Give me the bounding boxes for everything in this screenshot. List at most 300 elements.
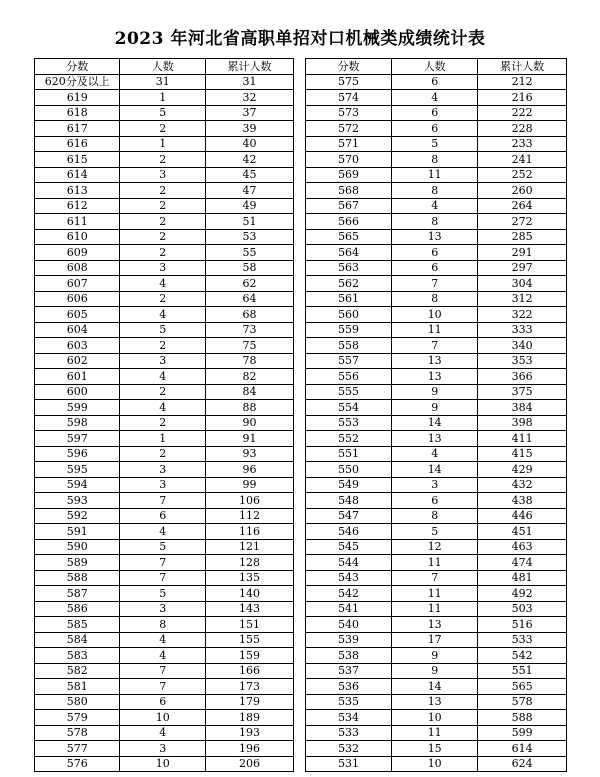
cell-cumulative: 82	[205, 369, 293, 385]
table-row	[306, 183, 567, 199]
cell-score: 604	[35, 322, 120, 338]
cell-score: 562	[306, 276, 392, 292]
table-row	[35, 400, 294, 416]
cell-score: 548	[306, 493, 392, 509]
cell-cumulative: 151	[205, 617, 293, 633]
table-row	[35, 648, 294, 664]
cell-cumulative: 429	[478, 462, 567, 478]
cell-cumulative: 432	[478, 477, 567, 493]
table-row	[35, 105, 294, 121]
cell-cumulative: 304	[478, 276, 567, 292]
cell-cumulative: 272	[478, 214, 567, 230]
cell-cumulative: 42	[205, 152, 293, 168]
cell-score: 561	[306, 291, 392, 307]
cell-count: 14	[392, 415, 478, 431]
table-row	[306, 648, 567, 664]
cell-score: 570	[306, 152, 392, 168]
cell-cumulative: 73	[205, 322, 293, 338]
cell-cumulative: 340	[478, 338, 567, 354]
cell-count: 10	[392, 710, 478, 726]
table-row	[35, 415, 294, 431]
table-row	[306, 524, 567, 540]
cell-cumulative: 166	[205, 663, 293, 679]
table-row	[35, 136, 294, 152]
cell-cumulative: 565	[478, 679, 567, 695]
cell-cumulative: 84	[205, 384, 293, 400]
cell-cumulative: 58	[205, 260, 293, 276]
cell-count: 3	[120, 462, 205, 478]
table-row	[35, 291, 294, 307]
table-row	[306, 90, 567, 106]
cell-score: 613	[35, 183, 120, 199]
table-row	[35, 307, 294, 323]
table-row	[35, 741, 294, 757]
cell-cumulative: 384	[478, 400, 567, 416]
cell-cumulative: 411	[478, 431, 567, 447]
cell-score: 569	[306, 167, 392, 183]
cell-score: 558	[306, 338, 392, 354]
table-row	[35, 555, 294, 571]
cell-count: 13	[392, 694, 478, 710]
cell-count: 2	[120, 338, 205, 354]
cell-score: 568	[306, 183, 392, 199]
cell-count: 14	[392, 679, 478, 695]
table-row	[35, 493, 294, 509]
cell-score: 542	[306, 586, 392, 602]
cell-score: 555	[306, 384, 392, 400]
cell-count: 3	[120, 353, 205, 369]
cell-cumulative: 438	[478, 493, 567, 509]
cell-cumulative: 252	[478, 167, 567, 183]
cell-score: 557	[306, 353, 392, 369]
cell-count: 7	[120, 555, 205, 571]
cell-count: 2	[120, 214, 205, 230]
cell-cumulative: 312	[478, 291, 567, 307]
cell-count: 2	[120, 152, 205, 168]
cell-cumulative: 333	[478, 322, 567, 338]
cell-count: 6	[392, 260, 478, 276]
table-row	[306, 725, 567, 741]
cell-score: 583	[35, 648, 120, 664]
cell-score: 532	[306, 741, 392, 757]
cell-cumulative: 366	[478, 369, 567, 385]
cell-score: 543	[306, 570, 392, 586]
cell-count: 6	[392, 493, 478, 509]
cell-cumulative: 51	[205, 214, 293, 230]
cell-score: 608	[35, 260, 120, 276]
cell-score: 566	[306, 214, 392, 230]
cell-score: 592	[35, 508, 120, 524]
cell-cumulative: 40	[205, 136, 293, 152]
cell-count: 9	[392, 648, 478, 664]
cell-score: 600	[35, 384, 120, 400]
cell-score: 572	[306, 121, 392, 137]
cell-count: 13	[392, 617, 478, 633]
cell-count: 9	[392, 663, 478, 679]
cell-score: 554	[306, 400, 392, 416]
cell-score: 618	[35, 105, 120, 121]
table-row	[306, 121, 567, 137]
table-header-row	[306, 59, 567, 75]
cell-cumulative: 578	[478, 694, 567, 710]
table-row	[35, 90, 294, 106]
table-row	[35, 586, 294, 602]
table-row	[306, 741, 567, 757]
cell-count: 11	[392, 601, 478, 617]
cell-score: 606	[35, 291, 120, 307]
table-row	[306, 167, 567, 183]
cell-count: 14	[392, 462, 478, 478]
cell-cumulative: 291	[478, 245, 567, 261]
cell-cumulative: 212	[478, 74, 567, 90]
cell-cumulative: 599	[478, 725, 567, 741]
cell-cumulative: 99	[205, 477, 293, 493]
table-row	[35, 183, 294, 199]
cell-count: 11	[392, 555, 478, 571]
cell-cumulative: 463	[478, 539, 567, 555]
cell-count: 7	[120, 663, 205, 679]
table-row	[306, 105, 567, 121]
cell-score: 550	[306, 462, 392, 478]
table-row	[306, 477, 567, 493]
table-row	[306, 570, 567, 586]
cell-cumulative: 542	[478, 648, 567, 664]
cell-score: 590	[35, 539, 120, 555]
table-row	[306, 617, 567, 633]
table-row	[306, 353, 567, 369]
table-row	[35, 229, 294, 245]
cell-count: 8	[392, 183, 478, 199]
cell-cumulative: 32	[205, 90, 293, 106]
table-row	[35, 167, 294, 183]
cell-cumulative: 112	[205, 508, 293, 524]
cell-cumulative: 474	[478, 555, 567, 571]
table-row	[306, 291, 567, 307]
cell-count: 10	[392, 756, 478, 772]
cell-count: 2	[120, 183, 205, 199]
cell-score: 610	[35, 229, 120, 245]
cell-score: 589	[35, 555, 120, 571]
cell-cumulative: 37	[205, 105, 293, 121]
cell-count: 1	[120, 136, 205, 152]
cell-cumulative: 533	[478, 632, 567, 648]
table-row	[35, 446, 294, 462]
cell-score: 577	[35, 741, 120, 757]
table-row	[35, 214, 294, 230]
cell-count: 2	[120, 291, 205, 307]
cell-cumulative: 47	[205, 183, 293, 199]
table-row	[35, 710, 294, 726]
cell-cumulative: 96	[205, 462, 293, 478]
cell-cumulative: 90	[205, 415, 293, 431]
cell-cumulative: 75	[205, 338, 293, 354]
cell-score: 541	[306, 601, 392, 617]
cell-count: 4	[392, 90, 478, 106]
cell-count: 2	[120, 229, 205, 245]
column-header-count: 人数	[392, 59, 478, 75]
table-row	[35, 694, 294, 710]
page-title: 2023 年河北省高职单招对口机械类成绩统计表	[114, 29, 486, 49]
cell-count: 9	[392, 400, 478, 416]
table-row	[35, 198, 294, 214]
cell-cumulative: 91	[205, 431, 293, 447]
cell-score: 617	[35, 121, 120, 137]
cell-count: 7	[392, 570, 478, 586]
cell-cumulative: 196	[205, 741, 293, 757]
cell-score: 615	[35, 152, 120, 168]
cell-count: 4	[120, 632, 205, 648]
cell-score: 580	[35, 694, 120, 710]
cell-count: 13	[392, 431, 478, 447]
cell-score: 612	[35, 198, 120, 214]
cell-count: 11	[392, 322, 478, 338]
cell-score: 567	[306, 198, 392, 214]
table-header-row	[35, 59, 294, 75]
cell-count: 6	[120, 508, 205, 524]
cell-score: 593	[35, 493, 120, 509]
table-row	[35, 121, 294, 137]
cell-score: 596	[35, 446, 120, 462]
cell-score: 581	[35, 679, 120, 695]
table-row	[35, 617, 294, 633]
cell-count: 5	[392, 524, 478, 540]
table-row	[306, 493, 567, 509]
table-row	[35, 601, 294, 617]
cell-count: 2	[120, 384, 205, 400]
cell-score: 549	[306, 477, 392, 493]
column-header-score: 分数	[35, 59, 120, 75]
cell-score: 595	[35, 462, 120, 478]
cell-count: 15	[392, 741, 478, 757]
table-row	[35, 74, 294, 90]
table-row	[306, 369, 567, 385]
cell-cumulative: 78	[205, 353, 293, 369]
cell-score: 609	[35, 245, 120, 261]
cell-score: 588	[35, 570, 120, 586]
table-row	[35, 369, 294, 385]
cell-cumulative: 179	[205, 694, 293, 710]
cell-count: 5	[392, 136, 478, 152]
cell-cumulative: 62	[205, 276, 293, 292]
cell-count: 4	[120, 400, 205, 416]
cell-count: 5	[120, 105, 205, 121]
cell-cumulative: 516	[478, 617, 567, 633]
cell-count: 9	[392, 384, 478, 400]
cell-cumulative: 503	[478, 601, 567, 617]
table-row	[35, 679, 294, 695]
column-header-count: 人数	[120, 59, 205, 75]
table-row	[306, 152, 567, 168]
cell-cumulative: 121	[205, 539, 293, 555]
cell-score: 560	[306, 307, 392, 323]
table-row	[35, 725, 294, 741]
cell-cumulative: 128	[205, 555, 293, 571]
cell-score: 605	[35, 307, 120, 323]
cell-score: 539	[306, 632, 392, 648]
cell-score: 603	[35, 338, 120, 354]
cell-count: 4	[120, 648, 205, 664]
cell-count: 11	[392, 167, 478, 183]
cell-cumulative: 264	[478, 198, 567, 214]
cell-count: 13	[392, 369, 478, 385]
cell-count: 8	[120, 617, 205, 633]
table-row	[306, 431, 567, 447]
table-row	[306, 276, 567, 292]
cell-count: 2	[120, 198, 205, 214]
cell-count: 1	[120, 90, 205, 106]
cell-count: 4	[120, 524, 205, 540]
cell-score: 573	[306, 105, 392, 121]
cell-count: 2	[120, 121, 205, 137]
cell-count: 5	[120, 322, 205, 338]
table-row	[306, 198, 567, 214]
cell-cumulative: 446	[478, 508, 567, 524]
table-row	[306, 508, 567, 524]
cell-score: 565	[306, 229, 392, 245]
cell-score: 619	[35, 90, 120, 106]
cell-cumulative: 588	[478, 710, 567, 726]
table-row	[35, 756, 294, 772]
cell-score: 559	[306, 322, 392, 338]
table-row	[35, 260, 294, 276]
cell-count: 4	[120, 725, 205, 741]
cell-score: 607	[35, 276, 120, 292]
cell-count: 6	[392, 245, 478, 261]
table-row	[306, 555, 567, 571]
cell-cumulative: 49	[205, 198, 293, 214]
cell-cumulative: 64	[205, 291, 293, 307]
cell-count: 7	[392, 276, 478, 292]
cell-score: 538	[306, 648, 392, 664]
cell-score: 599	[35, 400, 120, 416]
table-row	[35, 431, 294, 447]
cell-score: 531	[306, 756, 392, 772]
cell-count: 31	[120, 74, 205, 90]
cell-cumulative: 322	[478, 307, 567, 323]
cell-count: 10	[392, 307, 478, 323]
score-table-left	[34, 58, 294, 772]
table-row	[35, 663, 294, 679]
cell-count: 4	[120, 276, 205, 292]
table-row	[306, 229, 567, 245]
cell-cumulative: 233	[478, 136, 567, 152]
cell-count: 8	[392, 508, 478, 524]
table-row	[35, 524, 294, 540]
cell-count: 3	[120, 167, 205, 183]
cell-cumulative: 106	[205, 493, 293, 509]
table-row	[306, 539, 567, 555]
cell-score: 614	[35, 167, 120, 183]
table-row	[306, 74, 567, 90]
cell-cumulative: 93	[205, 446, 293, 462]
table-row	[35, 508, 294, 524]
cell-cumulative: 624	[478, 756, 567, 772]
cell-count: 10	[120, 710, 205, 726]
cell-cumulative: 143	[205, 601, 293, 617]
cell-cumulative: 415	[478, 446, 567, 462]
cell-count: 10	[120, 756, 205, 772]
cell-count: 11	[392, 586, 478, 602]
cell-score: 597	[35, 431, 120, 447]
cell-count: 3	[120, 477, 205, 493]
cell-score: 616	[35, 136, 120, 152]
cell-count: 4	[392, 198, 478, 214]
cell-cumulative: 551	[478, 663, 567, 679]
cell-cumulative: 159	[205, 648, 293, 664]
cell-count: 3	[120, 601, 205, 617]
cell-score: 578	[35, 725, 120, 741]
column-header-score: 分数	[306, 59, 392, 75]
cell-count: 2	[120, 415, 205, 431]
cell-score: 601	[35, 369, 120, 385]
cell-score: 584	[35, 632, 120, 648]
cell-count: 6	[392, 121, 478, 137]
cell-cumulative: 193	[205, 725, 293, 741]
score-table-right	[305, 58, 567, 772]
cell-count: 6	[120, 694, 205, 710]
cell-count: 3	[120, 741, 205, 757]
table-row	[306, 136, 567, 152]
cell-count: 8	[392, 152, 478, 168]
table-row	[35, 245, 294, 261]
cell-cumulative: 155	[205, 632, 293, 648]
table-row	[306, 307, 567, 323]
cell-cumulative: 614	[478, 741, 567, 757]
cell-score: 533	[306, 725, 392, 741]
cell-count: 11	[392, 725, 478, 741]
cell-cumulative: 241	[478, 152, 567, 168]
cell-cumulative: 398	[478, 415, 567, 431]
cell-cumulative: 222	[478, 105, 567, 121]
cell-score: 551	[306, 446, 392, 462]
cell-count: 6	[392, 105, 478, 121]
table-row	[35, 338, 294, 354]
cell-cumulative: 492	[478, 586, 567, 602]
table-row	[306, 710, 567, 726]
cell-score: 587	[35, 586, 120, 602]
column-header-cumulative: 累计人数	[478, 59, 567, 75]
cell-score: 534	[306, 710, 392, 726]
cell-score: 552	[306, 431, 392, 447]
cell-cumulative: 451	[478, 524, 567, 540]
cell-count: 2	[120, 245, 205, 261]
column-header-cumulative: 累计人数	[205, 59, 293, 75]
cell-count: 7	[392, 338, 478, 354]
cell-cumulative: 53	[205, 229, 293, 245]
table-row	[35, 462, 294, 478]
cell-count: 4	[120, 307, 205, 323]
cell-score: 594	[35, 477, 120, 493]
table-row	[35, 632, 294, 648]
cell-count: 5	[120, 539, 205, 555]
table-row	[306, 400, 567, 416]
cell-score: 602	[35, 353, 120, 369]
cell-cumulative: 55	[205, 245, 293, 261]
cell-score: 585	[35, 617, 120, 633]
cell-cumulative: 285	[478, 229, 567, 245]
cell-count: 3	[392, 477, 478, 493]
cell-cumulative: 68	[205, 307, 293, 323]
cell-cumulative: 88	[205, 400, 293, 416]
table-row	[306, 679, 567, 695]
cell-score: 579	[35, 710, 120, 726]
cell-count: 4	[120, 369, 205, 385]
cell-score: 544	[306, 555, 392, 571]
cell-score: 536	[306, 679, 392, 695]
cell-score: 611	[35, 214, 120, 230]
cell-cumulative: 353	[478, 353, 567, 369]
cell-count: 8	[392, 291, 478, 307]
